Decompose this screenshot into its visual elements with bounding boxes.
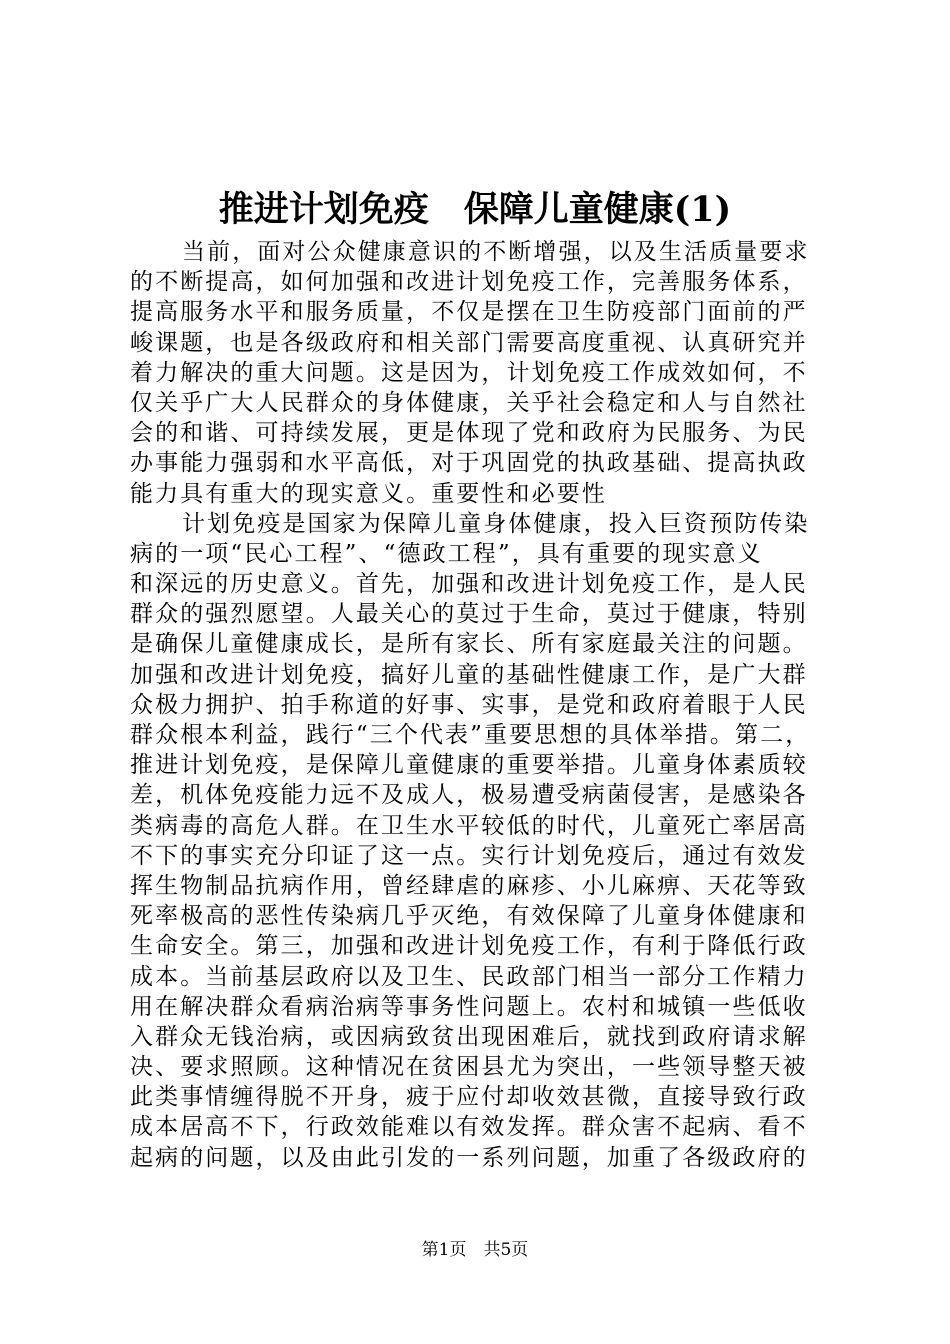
text-line: 起病的问题，以及由此引发的一系列问题，加重了各级政府的: [130, 1144, 808, 1171]
text-line: 推进计划免疫，是保障儿童健康的重要举措。儿童身体素质较: [130, 752, 808, 779]
document-body: [130, 237, 830, 1173]
paragraph-2: [130, 509, 830, 1173]
text-line: 死率极高的恶性传染病几乎灭绝，有效保障了儿童身体健康和: [130, 903, 808, 930]
document-title: 推进计划免疫 保障儿童健康(1): [218, 189, 732, 230]
text-line: 用在解决群众看病治病等事务性问题上。农村和城镇一些低收: [130, 993, 808, 1020]
text-line: 是确保儿童健康成长，是所有家长、所有家庭最关注的问题。: [130, 631, 808, 658]
text-line: 成本。当前基层政府以及卫生、民政部门相当一部分工作精力: [130, 963, 808, 990]
page-number-footer: 第1页 共5页: [421, 1240, 529, 1260]
text-line: 群众的强烈愿望。人最关心的莫过于生命，莫过于健康，特别: [130, 601, 808, 628]
paragraph-1: [130, 237, 830, 509]
text-line: 计划免疫是国家为保障儿童身体健康，投入巨资预防传染: [182, 510, 810, 537]
text-line: 类病毒的高危人群。在卫生水平较低的时代，儿童死亡率居高: [130, 812, 808, 839]
text-line: 的不断提高，如何加强和改进计划免疫工作，完善服务体系，: [130, 269, 808, 296]
text-line: 峻课题，也是各级政府和相关部门需要高度重视、认真研究并: [130, 329, 808, 356]
text-line: 提高服务水平和服务质量，不仅是摆在卫生防疫部门面前的严: [130, 299, 808, 326]
text-line: 挥生物制品抗病作用，曾经肆虐的麻疹、小儿麻痹、天花等致: [130, 872, 808, 899]
text-line: 成本居高不下，行政效能难以有效发挥。群众害不起病、看不: [130, 1114, 808, 1141]
text-line: 加强和改进计划免疫，搞好儿童的基础性健康工作，是广大群: [130, 661, 808, 688]
text-line: 着力解决的重大问题。这是因为，计划免疫工作成效如何，不: [130, 359, 808, 386]
text-line: 和深远的历史意义。首先，加强和改进计划免疫工作，是人民: [130, 571, 808, 598]
text-line: 病的一项“民心工程”、“德政工程”，具有重要的现实意义: [130, 540, 763, 567]
text-line: 当前，面对公众健康意识的不断增强，以及生活质量要求: [182, 239, 810, 265]
text-line: 此类事情缠得脱不开身，疲于应付却收效甚微，直接导致行政: [130, 1084, 808, 1111]
text-line: 会的和谐、可持续发展，更是体现了党和政府为民服务、为民: [130, 420, 808, 447]
text-line: 能力具有重大的现实意义。重要性和必要性: [130, 480, 607, 507]
text-line: 不下的事实充分印证了这一点。实行计划免疫后，通过有效发: [130, 842, 808, 869]
text-line: 生命安全。第三，加强和改进计划免疫工作，有利于降低行政: [130, 933, 808, 960]
text-line: 差，机体免疫能力远不及成人，极易遭受病菌侵害，是感染各: [130, 782, 808, 809]
text-line: 众极力拥护、拍手称道的好事、实事，是党和政府着眼于人民: [130, 691, 808, 718]
text-line: 仅关乎广大人民群众的身体健康，关乎社会稳定和人与自然社: [130, 389, 808, 416]
text-line: 办事能力强弱和水平高低，对于巩固党的执政基础、提高执政: [130, 450, 808, 477]
text-line: 入群众无钱治病，或因病致贫出现困难后，就找到政府请求解: [130, 1023, 808, 1050]
text-line: 决、要求照顾。这种情况在贫困县尤为突出，一些领导整天被: [130, 1054, 808, 1081]
text-line: 群众根本利益，践行“三个代表”重要思想的具体举措。第二，: [130, 722, 811, 748]
